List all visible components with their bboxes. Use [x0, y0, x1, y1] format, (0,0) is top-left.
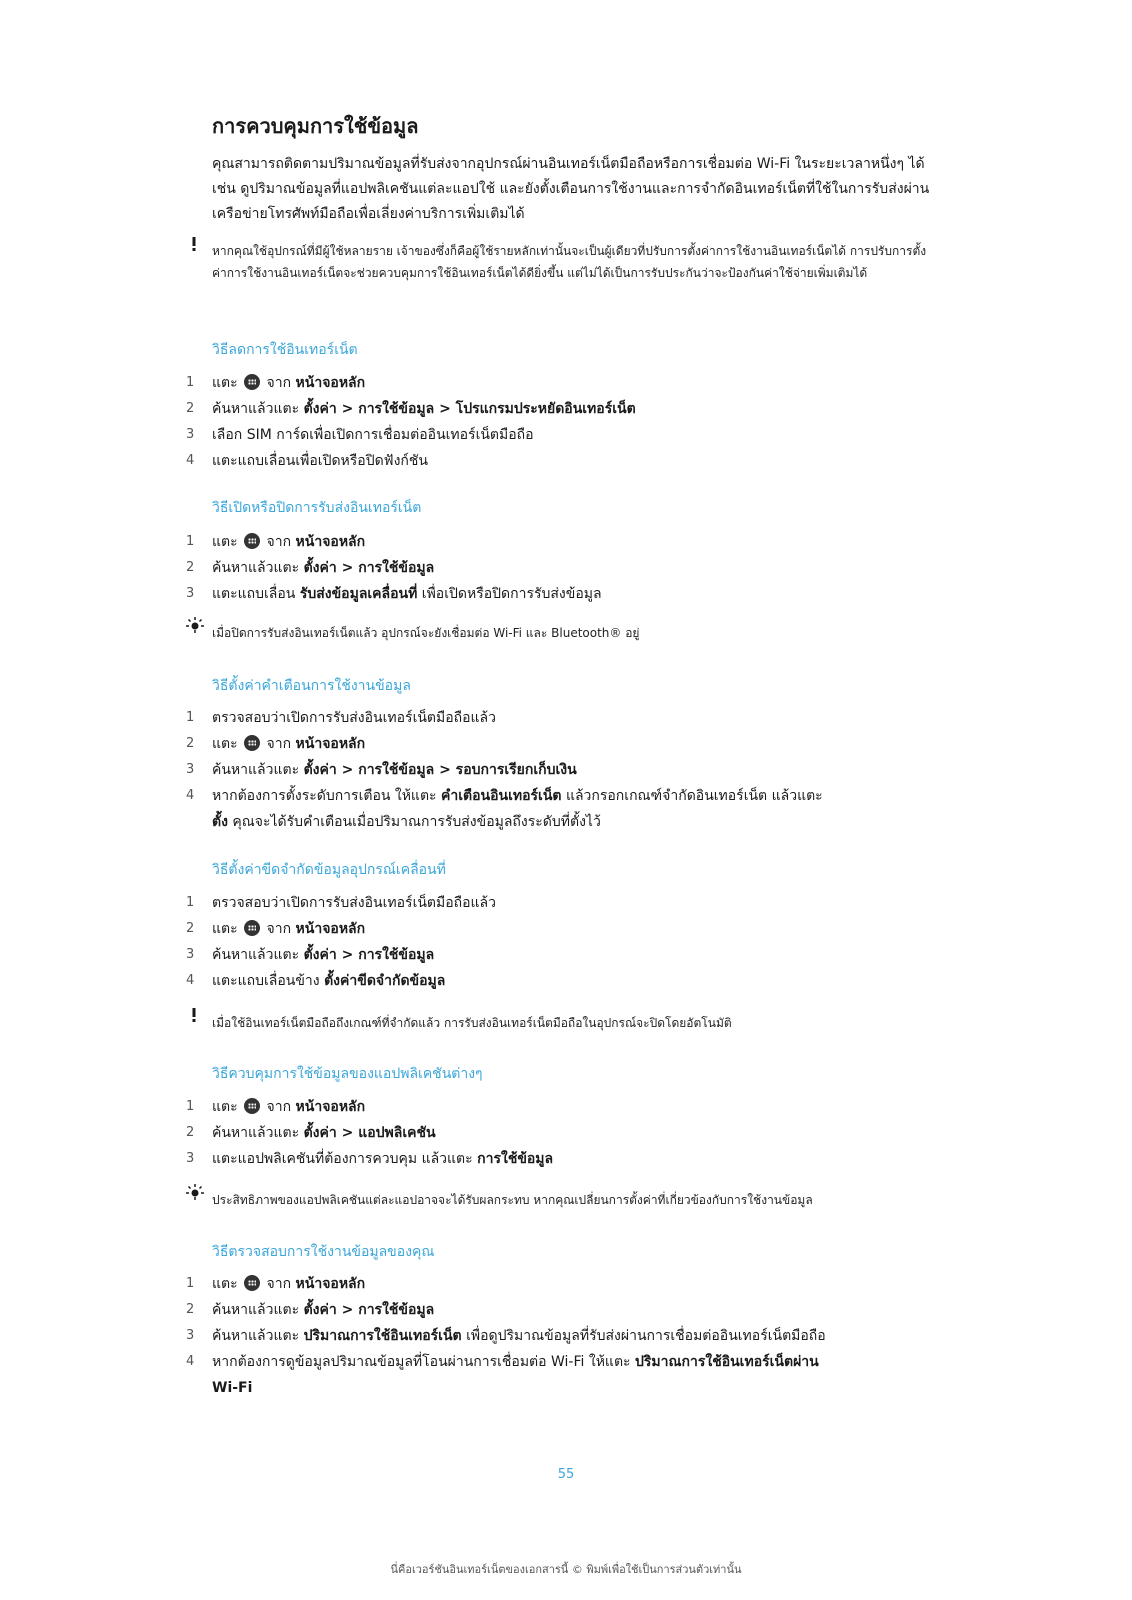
warning-note: หากคุณใช้อุปกรณ์ที่มีผู้ใช้หลายราย เจ้าของซึ่งก็คือผู้ใช้รายหลักเท่านั้นจะเป็นผู้เดียวที่ปรับการตั้งค่าการใช้งานอินเทอร์เน็ตได้ การปรับการตั้งค่าการใช้งานอินเทอร์เน็ตจะช่วยควบคุมการใช้อินเทอร์เน็ตได้ดียิ่งขึ้น แต่ไม่ได้เป็นการรับประกันว่าจะป้องกันค่าใช้จ่ายเพิ่มเติมได้ [212, 244, 927, 280]
app-grid-icon [244, 374, 260, 390]
page-title: การควบคุมการใช้ข้อมูล [212, 114, 419, 138]
step-item: 2 แตะ จาก หน้าจอหลัก [186, 736, 366, 752]
app-grid-icon [244, 1275, 260, 1291]
warning-note: เมื่อใช้อินเทอร์เน็ตมือถือถึงเกณฑ์ที่จำกัดแล้ว การรับส่งอินเทอร์เน็ตมือถือในอุปกรณ์จะปิดโดยอัตโนมัติ [212, 1016, 732, 1030]
step-item: 2 ค้นหาแล้วแตะ ตั้งค่า > การใช้ข้อมูล [186, 560, 435, 576]
step-item: 4 หากต้องการดูข้อมูลปริมาณข้อมูลที่โอนผ่านการเชื่อมต่อ Wi-Fi ให้แตะ ปริมาณการใช้อินเทอร์เน็ตผ่าน Wi-Fi [186, 1354, 819, 1396]
step-item: 2 ค้นหาแล้วแตะ ตั้งค่า > แอปพลิเคชัน [186, 1125, 436, 1141]
step-item: 2 ค้นหาแล้วแตะ ตั้งค่า > การใช้ข้อมูล > โปรแกรมประหยัดอินเทอร์เน็ต [186, 401, 636, 417]
section-heading: วิธีลดการใช้อินเทอร์เน็ต [212, 342, 358, 358]
lightbulb-icon [186, 617, 204, 635]
step-item: 2 ค้นหาแล้วแตะ ตั้งค่า > การใช้ข้อมูล [186, 1302, 435, 1318]
step-item: 2 แตะ จาก หน้าจอหลัก [186, 921, 366, 937]
step-item: 1 แตะ จาก หน้าจอหลัก [186, 375, 366, 391]
step-item: 1 แตะ จาก หน้าจอหลัก [186, 1099, 366, 1115]
step-item: 3 เลือก SIM การ์ดเพื่อเปิดการเชื่อมต่ออินเทอร์เน็ตมือถือ [186, 427, 534, 443]
app-grid-icon [244, 533, 260, 549]
step-item: 4 แตะแถบเลื่อนเพื่อเปิดหรือปิดฟังก์ชัน [186, 453, 428, 469]
lightbulb-icon [186, 1184, 204, 1202]
app-grid-icon [244, 1098, 260, 1114]
section-heading: วิธีตรวจสอบการใช้งานข้อมูลของคุณ [212, 1244, 435, 1260]
step-item: 1 ตรวจสอบว่าเปิดการรับส่งอินเทอร์เน็ตมือถือแล้ว [186, 710, 496, 726]
step-item: 3 ค้นหาแล้วแตะ ตั้งค่า > การใช้ข้อมูล > รอบการเรียกเก็บเงิน [186, 762, 577, 778]
exclamation-icon [186, 1007, 202, 1023]
step-item: 3 ค้นหาแล้วแตะ ตั้งค่า > การใช้ข้อมูล [186, 947, 435, 963]
step-item: 3 แตะแถบเลื่อน รับส่งข้อมูลเคลื่อนที่ เพื่อเปิดหรือปิดการรับส่งข้อมูล [186, 586, 602, 602]
tip-note: ประสิทธิภาพของแอปพลิเคชันแต่ละแอปอาจจะได้รับผลกระทบ หากคุณเปลี่ยนการตั้งค่าที่เกี่ยวข้องกับการใช้งานข้อมูล [212, 1193, 813, 1207]
step-item: 4 หากต้องการตั้งระดับการเตือน ให้แตะ คำเตือนอินเทอร์เน็ต แล้วกรอกเกณฑ์จำกัดอินเทอร์เน็ต แล้วแตะ ตั้ง คุณจะได้รับคำเตือนเมื่อปริมาณการรับส่งข้อมูลถึงระดับที่ตั้งไว้ [186, 788, 823, 830]
app-grid-icon [244, 735, 260, 751]
section-heading: วิธีเปิดหรือปิดการรับส่งอินเทอร์เน็ต [212, 500, 422, 516]
step-item: 1 แตะ จาก หน้าจอหลัก [186, 1276, 366, 1292]
exclamation-icon [186, 236, 202, 252]
step-item: 3 แตะแอปพลิเคชันที่ต้องการควบคุม แล้วแตะ การใช้ข้อมูล [186, 1151, 554, 1167]
page-number: 55 [557, 1467, 575, 1482]
section-heading: วิธีตั้งค่าคำเตือนการใช้งานข้อมูล [212, 678, 411, 694]
step-item: 3 ค้นหาแล้วแตะ ปริมาณการใช้อินเทอร์เน็ต เพื่อดูปริมาณข้อมูลที่รับส่งผ่านการเชื่อมต่ออินเทอร์เน็ตมือถือ [186, 1328, 826, 1344]
section-heading: วิธีควบคุมการใช้ข้อมูลของแอปพลิเคชันต่างๆ [212, 1066, 483, 1082]
tip-note: เมื่อปิดการรับส่งอินเทอร์เน็ตแล้ว อุปกรณ์จะยังเชื่อมต่อ Wi-Fi และ Bluetooth® อยู่ [212, 626, 640, 640]
step-item: 1 ตรวจสอบว่าเปิดการรับส่งอินเทอร์เน็ตมือถือแล้ว [186, 895, 496, 911]
app-grid-icon [244, 920, 260, 936]
footer-text: นี่คือเวอร์ชันอินเทอร์เน็ตของเอกสารนี้ © พิมพ์เพื่อใช้เป็นการส่วนตัวเท่านั้น [390, 1563, 742, 1576]
step-item: 4 แตะแถบเลื่อนข้าง ตั้งค่าขีดจำกัดข้อมูล [186, 973, 446, 989]
section-heading: วิธีตั้งค่าขีดจำกัดข้อมูลอุปกรณ์เคลื่อนที่ [212, 862, 446, 878]
step-item: 1 แตะ จาก หน้าจอหลัก [186, 534, 366, 550]
intro-paragraph: คุณสามารถติดตามปริมาณข้อมูลที่รับส่งจากอุปกรณ์ผ่านอินเทอร์เน็ตมือถือหรือการเชื่อมต่อ Wi-Fi ในระยะเวลาหนึ่งๆ ได้ เช่น ดูปริมาณข้อมูลที่แอปพลิเคชันแต่ละแอปใช้ และยังตั้งเตือนการใช้งานและการจำกัดอินเทอร์เน็ตที่ใช้ในการรับส่งผ่านเครือข่ายโทรศัพท์มือถือเพื่อเลี่ยงค่าบริการเพิ่มเติมได้ [212, 156, 930, 222]
